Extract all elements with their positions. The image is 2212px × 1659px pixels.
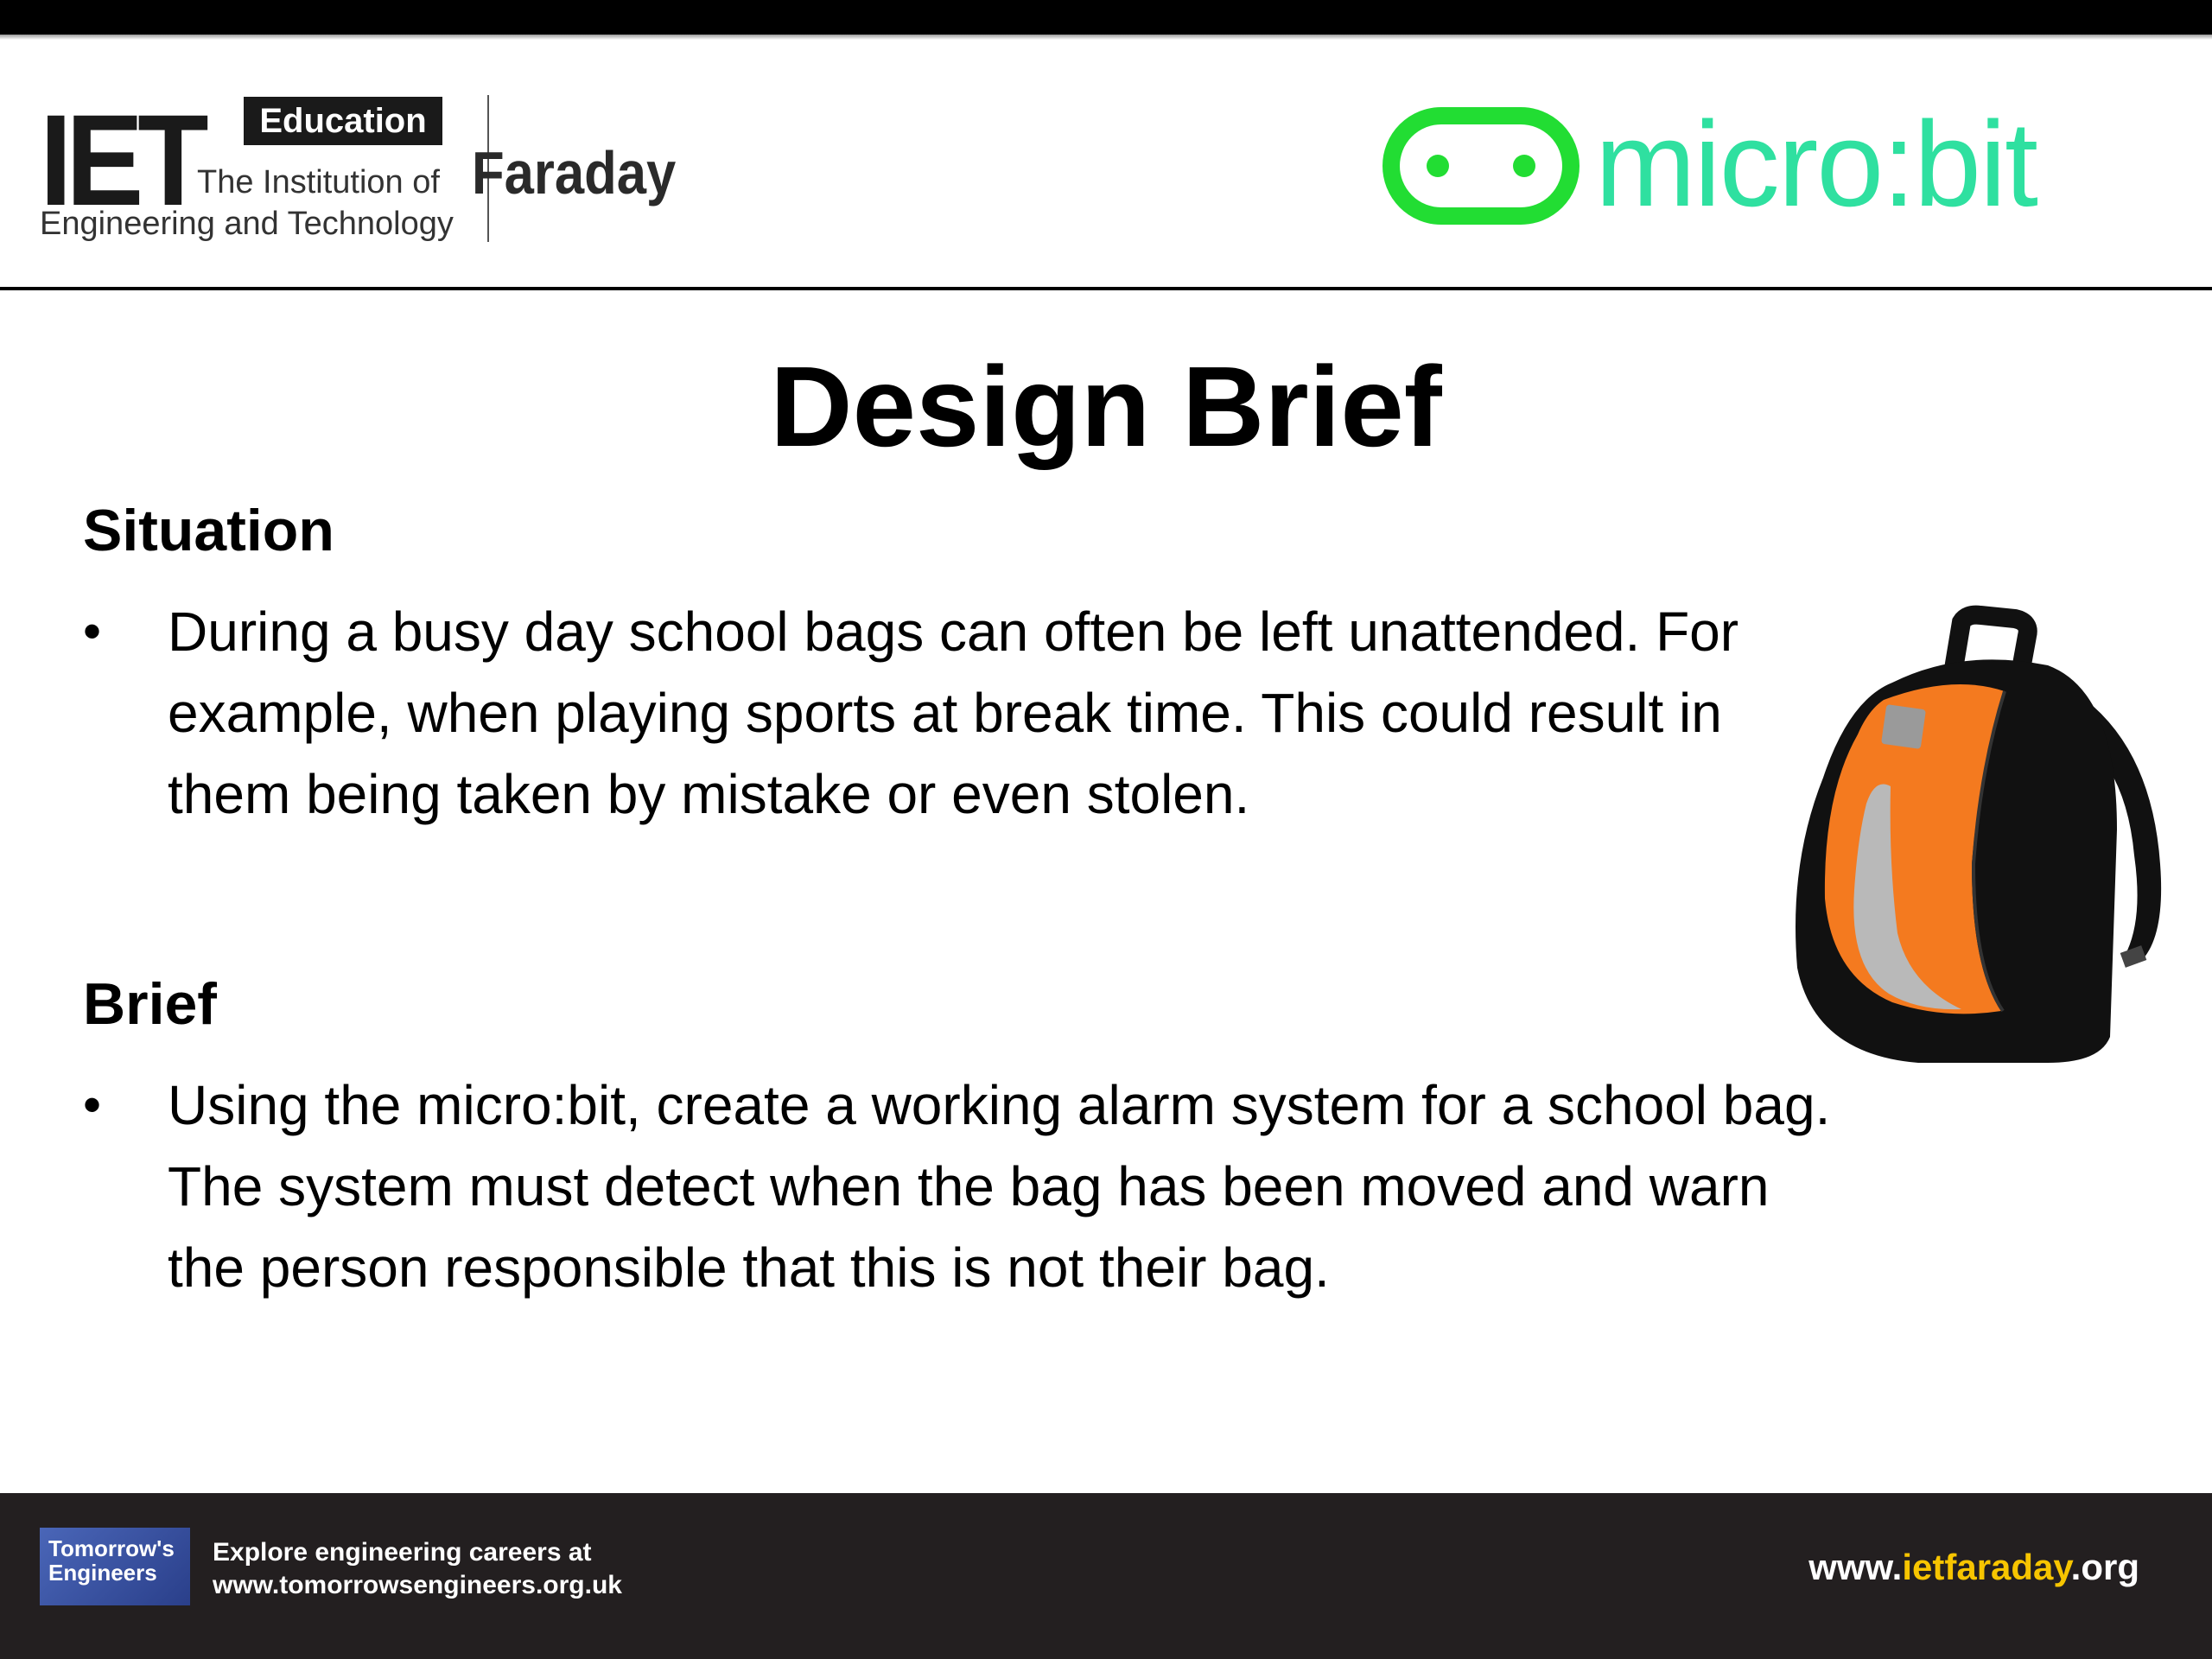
url-prefix: www. <box>1808 1547 1903 1587</box>
footer <box>0 1493 2212 1659</box>
badge-line-2: Engineers <box>48 1560 157 1586</box>
explore-line-1: Explore engineering careers at <box>213 1538 592 1567</box>
backpack-icon <box>1789 605 2169 1071</box>
microbit-wordmark: micro:bit <box>1595 96 2037 232</box>
ietfaraday-link[interactable] <box>1808 1547 2139 1588</box>
faraday-label: Faraday <box>472 139 677 207</box>
bullet-marker: • <box>83 1076 102 1134</box>
situation-heading: Situation <box>83 498 334 563</box>
badge-line-1: Tomorrow's <box>48 1535 175 1561</box>
iet-mark: IET <box>40 87 203 232</box>
education-badge: Education <box>244 97 442 145</box>
slide-title: Design Brief <box>770 343 1442 470</box>
situation-text: During a busy day school bags can often be left unattended. For example, when playing sports at break time. This could result in them being taken by mistake or even stolen. <box>168 601 1739 825</box>
bullet-marker: • <box>83 602 102 660</box>
url-suffix: .org <box>2070 1547 2139 1587</box>
top-bar <box>0 0 2212 35</box>
header-divider <box>0 287 2212 290</box>
brief-text: Using the micro:bit, create a working alarm system for a school bag. The system must detect when the bag has been moved and warn the person responsible that this is not their bag. <box>168 1074 1831 1299</box>
institution-line-2: Engineering and Technology <box>40 206 454 242</box>
url-highlight: ietfaraday <box>1902 1547 2071 1587</box>
iet-education-logo <box>40 87 489 251</box>
microbit-face-icon <box>1382 105 1581 226</box>
institution-line-1: The Institution of <box>197 164 440 200</box>
top-bar-shadow <box>0 35 2212 40</box>
explore-careers-text <box>213 1536 622 1602</box>
explore-link[interactable]: www.tomorrowsengineers.org.uk <box>213 1571 622 1599</box>
microbit-logo <box>1382 96 2100 232</box>
tomorrows-engineers-logo[interactable] <box>40 1528 190 1605</box>
brief-heading: Brief <box>83 971 217 1037</box>
